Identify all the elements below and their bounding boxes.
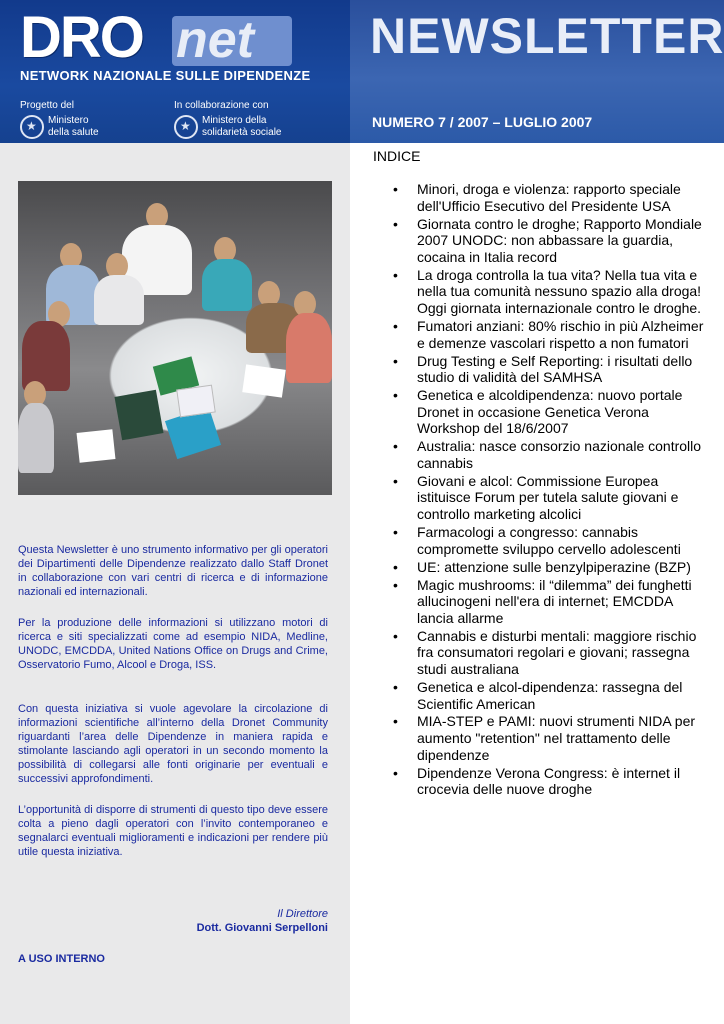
index-list xyxy=(417,181,707,799)
index-item: • Australia: nasce consorzio nazionale controllo cannabis xyxy=(417,438,707,471)
paper-sheet xyxy=(77,429,116,463)
project-ministry-line2: della salute xyxy=(48,127,99,138)
newsletter-title: NEWSLETTER xyxy=(370,8,724,64)
person-figure xyxy=(22,321,70,391)
index-item: • MIA-STEP e PAMI: nuovi strumenti NIDA per aumento "retention" nel trattamento delle dipendenze xyxy=(417,713,707,763)
book-dark xyxy=(114,390,163,441)
index-item: • Farmacologi a congresso: cannabis compromette sviluppo cervello adolescenti xyxy=(417,524,707,557)
index-item: • Genetica e alcoldipendenza: nuovo portale Dronet in occasione Genetica Verona Workshop del 18/6/2007 xyxy=(417,387,707,437)
collab-ministry xyxy=(202,115,282,139)
index-item: • UE: attenzione sulle benzylpiperazine (BZP) xyxy=(417,559,707,576)
index-item: • Fumatori anziani: 80% rischio in più Alzheimer e demenze vascolari rispetto a non fumatori xyxy=(417,318,707,351)
index-item: • Dipendenze Verona Congress: è internet il crocevia delle nuove droghe xyxy=(417,765,707,798)
collab-ministry-line2: solidarietà sociale xyxy=(202,127,282,138)
intro-paragraph-3: Con questa iniziativa si vuole agevolare la circolazione di informazioni scientifiche all’interno della Dronet Community riguardanti l’area delle Dipendenze in maniera rapida e stimolante lasciando agli operatori in un secondo momento la possibilità di collegarsi alle fonti originarie per eventuali e successivi approfondimenti. xyxy=(18,703,328,785)
person-figure xyxy=(202,259,252,311)
index-item: • Drug Testing e Self Reporting: i risultati dello studio di validità del SAMHSA xyxy=(417,353,707,386)
ministry-emblem-icon xyxy=(174,115,198,139)
book-white xyxy=(176,385,216,418)
intro-paragraph-4: L’opportunità di disporre di strumenti di questo tipo deve essere colta a pieno dagli operatori con l’invito contemporaneo e segnalarci eventuali miglioramenti e indicazioni per rendere più utile questa iniziativa. xyxy=(18,804,328,858)
logo-dro: DRO xyxy=(20,5,143,70)
intro-paragraph-2: Per la produzione delle informazioni si utilizzano motori di ricerca e siti specializzati come ad esempio NIDA, Medline, UNODC, EMCDDA, United Nations Office on Drugs and Crime, Osservatorio Fumo, Alcool e Droga, ISS. xyxy=(18,617,328,671)
index-item: • Genetica e alcol-dipendenza: rassegna del Scientific American xyxy=(417,679,707,712)
index-item: • Cannabis e disturbi mentali: maggiore rischio fra consumatori regolari e giovani; rassegna studi australiana xyxy=(417,628,707,678)
intro-paragraph-1: Questa Newsletter è uno strumento informativo per gli operatori dei Dipartimenti delle Dipendenze realizzato dallo Staff Dronet in collaborazione con vari centri di ricerca e di informazione nazionali ed internazionali. xyxy=(18,544,328,598)
issue-number: NUMERO 7 / 2007 – LUGLIO 2007 xyxy=(372,114,593,130)
paper-sheet xyxy=(242,364,286,397)
header-banner-left xyxy=(0,0,350,143)
index-title: INDICE xyxy=(373,148,421,164)
index-item: • Giornata contro le droghe; Rapporto Mondiale 2007 UNODC: non abbassare la guardia, cocaina in Italia record xyxy=(417,216,707,266)
internal-use-note: A USO INTERNO xyxy=(18,953,105,965)
index-item: • La droga controlla la tua vita? Nella tua vita e nella tua comunità nessuno spazio alla droga! Oggi giornata internazionale contro le droghe. xyxy=(417,267,707,317)
logo-net: net xyxy=(176,11,254,69)
index-item: • Magic mushrooms: il “dilemma” dei funghetti allucinogeni nell'era di internet; EMCDDA lancia allarme xyxy=(417,577,707,627)
index-item: • Giovani e alcol: Commissione Europea istituisce Forum per tutela salute giovani e controllo marketing alcolici xyxy=(417,473,707,523)
project-ministry-line1: Ministero xyxy=(48,115,89,126)
collab-label: In collaborazione con xyxy=(174,100,269,111)
meeting-photo xyxy=(18,181,332,495)
person-figure xyxy=(94,275,144,325)
index-item: • Minori, droga e violenza: rapporto speciale dell'Ufficio Esecutivo del Presidente USA xyxy=(417,181,707,214)
tagline: NETWORK NAZIONALE SULLE DIPENDENZE xyxy=(20,68,311,83)
project-ministry xyxy=(48,115,99,139)
collab-ministry-line1: Ministero della xyxy=(202,115,267,126)
person-figure xyxy=(286,313,332,383)
person-figure xyxy=(18,403,54,473)
ministry-emblem-icon xyxy=(20,115,44,139)
project-label: Progetto del xyxy=(20,100,74,111)
director-name: Dott. Giovanni Serpelloni xyxy=(196,922,328,934)
director-role: Il Direttore xyxy=(277,908,328,920)
